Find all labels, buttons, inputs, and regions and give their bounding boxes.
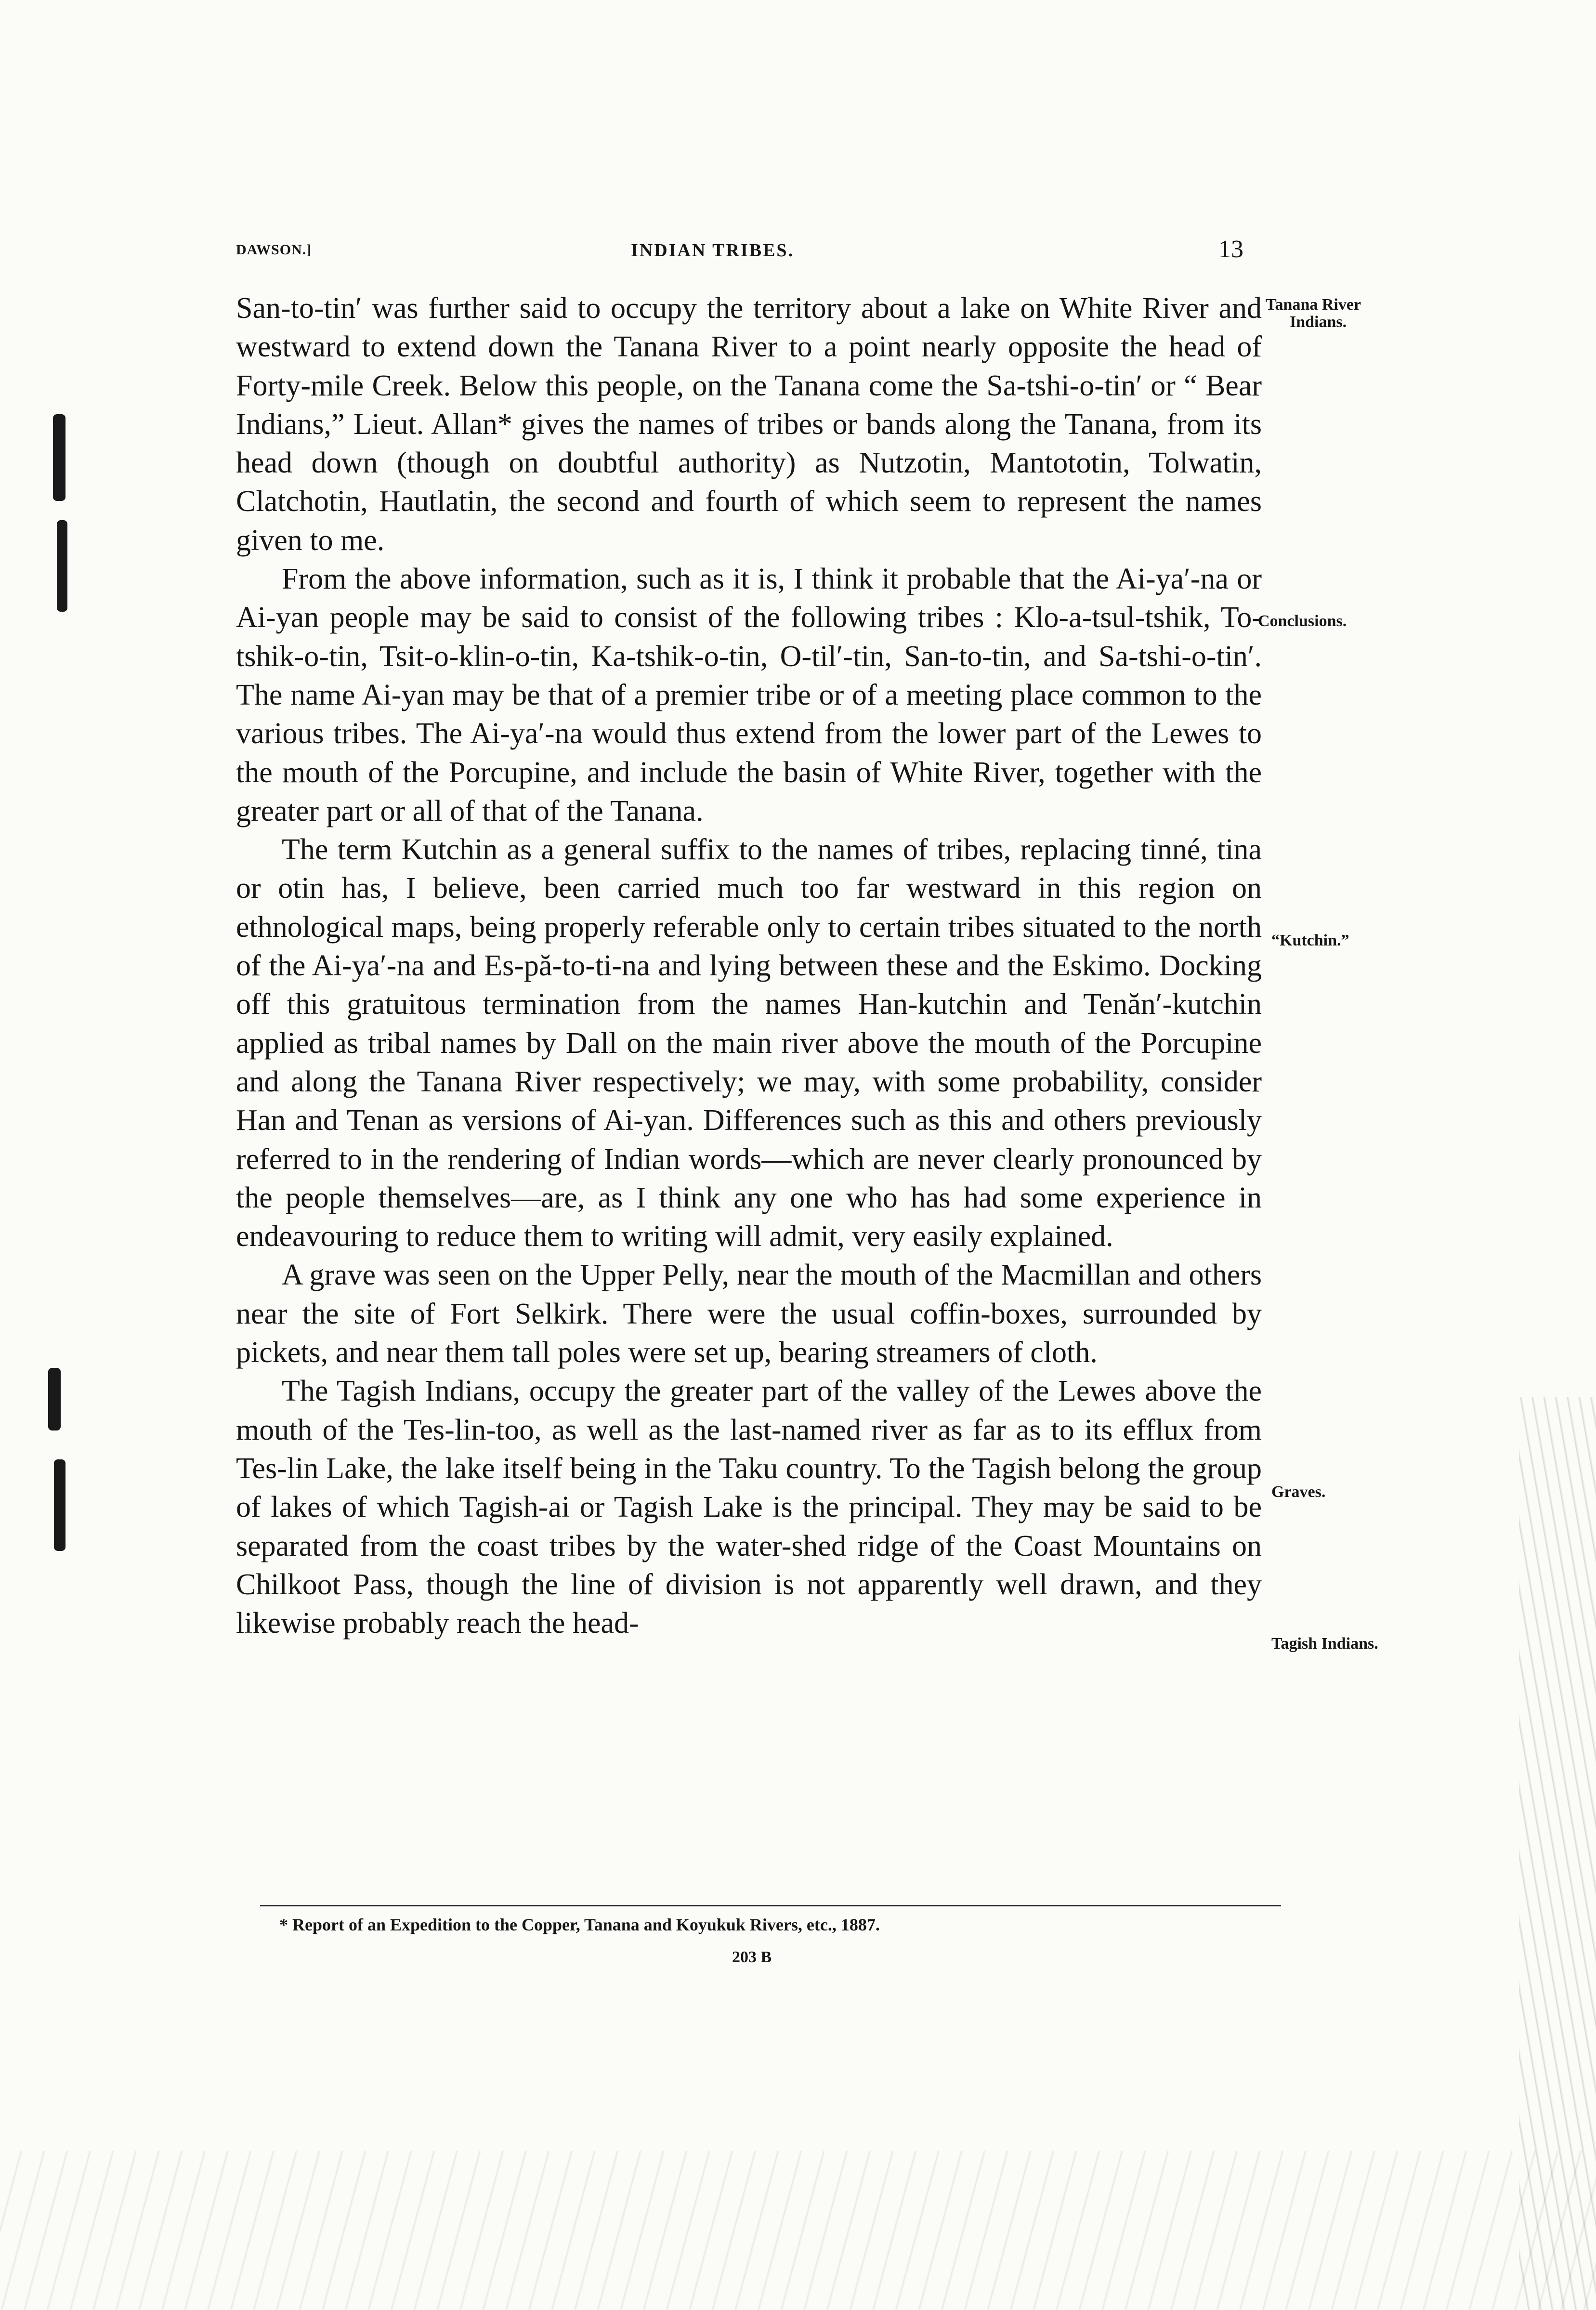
- running-header: [236, 235, 1271, 274]
- sidenote-conclusions: Conclusions.: [1258, 612, 1347, 630]
- scan-mark: [54, 1459, 65, 1551]
- sidenote-tanana-line1: Tanana River: [1266, 296, 1361, 314]
- sidenote-tagish-indians: Tagish Indians.: [1271, 1635, 1378, 1653]
- paragraph-graves: A grave was seen on the Upper Pelly, near the mouth of the Macmillan and others near the site of Fort Selkirk. There were the usual coffin-boxes, surrounded by pickets, and near them tall poles were set up, bearing streamers of cloth.: [236, 1259, 1262, 1369]
- paragraph-conclusions: From the above information, such as it is, I think it probable that the Ai-ya′-na or Ai-yan people may be said to consist of the following tribes : Klo-a-tsul-tshik, To-tshik-o-tin, Tsit-o-klin-o-tin, Ka-tshik-o-tin, O-til′-tin, San-to-tin, and Sa-tshi-o-tin′. The name Ai-yan may be that of a premier tribe or of a meeting place common to the various tribes. The Ai-ya′-na would thus extend from the lower part of the Lewes to the mouth of the Porcupine, and include the basin of White River, together with the greater part or all of that of the Tanana.: [236, 563, 1262, 827]
- signature-mark: 203 B: [732, 1948, 772, 1966]
- page-number: 13: [1218, 236, 1243, 263]
- scan-mark: [57, 520, 67, 612]
- paragraph-santotin: San-to-tin′ was further said to occupy the territory about a lake on White River and westward to extend down the Tanana River to a point nearly opposite the head of Forty-mile Creek. Below this people, on the Tanana come the Sa-tshi-o-tin′ or “ Bear Indians,” Lieut. Allan* gives the names of tribes or bands along the Tanana, from its head down (though on doubtful authority) as Nutzotin, Mantototin, Tolwatin, Clatchotin, Hautlatin, the second and fourth of which seem to represent the names given to me.: [236, 292, 1262, 557]
- footnote: * Report of an Expedition to the Copper, Tanana and Koyukuk Rivers, etc., 1887.: [279, 1915, 880, 1934]
- paragraph-kutchin: The term Kutchin as a general suffix to the names of tribes, replacing tinné, tina or otin has, I believe, been carried much too far westward in this region on ethnological maps, being properly referable only to certain tribes situated to the north of the Ai-ya′-na and Es-pă-to-ti-na and lying between these and the Eskimo. Docking off this gratuitous termination from the names Han-kutchin and Tenăn′-kutchin applied as tribal names by Dall on the main river above the mouth of the Porcupine and along the Tanana River respectively; we may, with some probability, consider Han and Tenan as versions of Ai-yan. Differences such as this and others previously referred to in the rendering of Indian words—which are never clearly pronounced by the people themselves—are, as I think any one who has had some experience in endeavouring to reduce them to writing will admit, very easily explained.: [236, 833, 1262, 1253]
- scan-noise-bottom: [0, 2151, 1596, 2310]
- header-author: DAWSON.]: [236, 242, 312, 258]
- sidenote-graves: Graves.: [1271, 1483, 1326, 1501]
- header-title: INDIAN TRIBES.: [631, 240, 795, 261]
- scan-mark: [53, 414, 65, 501]
- footnote-rule: [260, 1905, 1281, 1906]
- main-text: [236, 289, 1262, 1642]
- scan-noise-right: [1519, 1397, 1596, 2310]
- sidenote-kutchin: “Kutchin.”: [1271, 932, 1349, 949]
- sidenote-tanana-river-indians: [1266, 296, 1458, 331]
- sidenote-tanana-line2: Indians.: [1290, 313, 1347, 331]
- paragraph-tagish: The Tagish Indians, occupy the greater part of the valley of the Lewes above the mouth of the Tes-lin-too, as well as the last-named river as far as to its efflux from Tes-lin Lake, the lake itself being in the Taku country. To the Tagish belong the group of lakes of which Tagish-ai or Tagish Lake is the principal. They may be said to be separated from the coast tribes by the water-shed ridge of the Coast Mountains on Chilkoot Pass, though the line of division is not apparently well drawn, and they likewise probably reach the head-: [236, 1375, 1262, 1640]
- scan-mark: [48, 1368, 61, 1431]
